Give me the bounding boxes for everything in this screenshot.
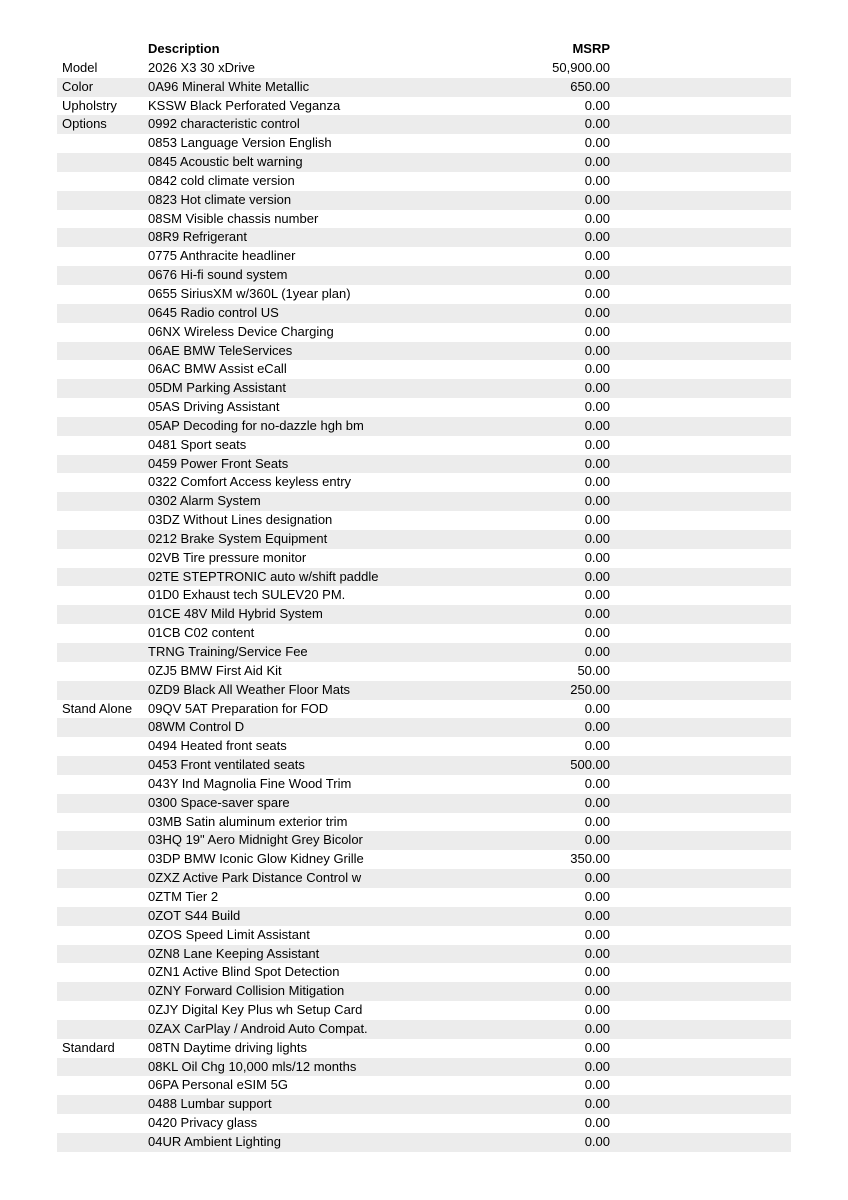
table-row — [57, 285, 791, 304]
description-cell: 08R9 Refrigerant — [148, 229, 247, 245]
msrp-cell: 0.00 — [584, 1115, 610, 1131]
msrp-cell: 0.00 — [584, 493, 610, 509]
msrp-cell: 0.00 — [584, 907, 610, 923]
description-cell: 03MB Satin aluminum exterior trim — [148, 813, 348, 829]
table-row — [57, 228, 791, 247]
msrp-cell: 250.00 — [570, 681, 610, 697]
table-row — [57, 831, 791, 850]
description-cell: 05DM Parking Assistant — [148, 380, 287, 396]
table-row — [57, 700, 791, 719]
table-row — [57, 379, 791, 398]
description-cell: 04UR Ambient Lighting — [148, 1133, 281, 1149]
table-body — [57, 59, 791, 1152]
description-cell: 0645 Radio control US — [148, 304, 279, 320]
description-header: Description — [148, 41, 220, 56]
table-row — [57, 210, 791, 229]
msrp-cell: 0.00 — [584, 1077, 610, 1093]
table-row — [57, 624, 791, 643]
table-row — [57, 850, 791, 869]
msrp-cell: 500.00 — [570, 757, 610, 773]
msrp-cell: 0.00 — [584, 813, 610, 829]
msrp-cell: 0.00 — [584, 210, 610, 226]
description-cell: 02TE STEPTRONIC auto w/shift paddle — [148, 568, 379, 584]
description-cell: 05AS Driving Assistant — [148, 399, 280, 415]
table-row — [57, 97, 791, 116]
msrp-cell: 0.00 — [584, 304, 610, 320]
description-cell: 0ZN1 Active Blind Spot Detection — [148, 964, 340, 980]
description-cell: 043Y Ind Magnolia Fine Wood Trim — [148, 775, 352, 791]
msrp-cell: 0.00 — [584, 417, 610, 433]
table-row — [57, 586, 791, 605]
table-row — [57, 78, 791, 97]
table-row — [57, 718, 791, 737]
table-row — [57, 549, 791, 568]
description-cell: 08KL Oil Chg 10,000 mls/12 months — [148, 1058, 357, 1074]
msrp-cell: 0.00 — [584, 248, 610, 264]
msrp-cell: 0.00 — [584, 888, 610, 904]
msrp-cell: 0.00 — [584, 267, 610, 283]
description-cell: 0459 Power Front Seats — [148, 455, 289, 471]
description-cell: 06NX Wireless Device Charging — [148, 323, 334, 339]
table-row — [57, 134, 791, 153]
msrp-cell: 0.00 — [584, 1020, 610, 1036]
description-cell: 08WM Control D — [148, 719, 245, 735]
msrp-cell: 0.00 — [584, 97, 610, 113]
msrp-cell: 0.00 — [584, 983, 610, 999]
description-cell: 0655 SiriusXM w/360L (1year plan) — [148, 285, 351, 301]
description-cell: 0420 Privacy glass — [148, 1115, 258, 1131]
table-header-row — [57, 40, 791, 59]
description-cell: 0A96 Mineral White Metallic — [148, 78, 310, 94]
msrp-cell: 0.00 — [584, 191, 610, 207]
table-row — [57, 643, 791, 662]
table-row — [57, 794, 791, 813]
msrp-cell: 0.00 — [584, 116, 610, 132]
table-row — [57, 1095, 791, 1114]
table-row — [57, 982, 791, 1001]
msrp-cell: 0.00 — [584, 832, 610, 848]
table-row — [57, 1133, 791, 1152]
msrp-cell: 0.00 — [584, 172, 610, 188]
msrp-cell: 350.00 — [570, 851, 610, 867]
table-row — [57, 605, 791, 624]
description-cell: 0488 Lumbar support — [148, 1096, 272, 1112]
vehicle-price-table — [57, 40, 791, 1152]
description-cell: 06AC BMW Assist eCall — [148, 361, 287, 377]
description-cell: 01CE 48V Mild Hybrid System — [148, 606, 323, 622]
table-row — [57, 323, 791, 342]
table-row — [57, 266, 791, 285]
msrp-cell: 0.00 — [584, 285, 610, 301]
table-row — [57, 398, 791, 417]
description-cell: 03HQ 19" Aero Midnight Grey Bicolor — [148, 832, 363, 848]
category-cell: Standard — [62, 1039, 115, 1055]
msrp-cell: 0.00 — [584, 1039, 610, 1055]
table-row — [57, 115, 791, 134]
category-cell: Stand Alone — [62, 700, 133, 716]
table-row — [57, 1114, 791, 1133]
description-cell: 0842 cold climate version — [148, 172, 295, 188]
description-cell: 03DZ Without Lines designation — [148, 512, 333, 528]
category-cell: Options — [62, 116, 107, 132]
table-row — [57, 492, 791, 511]
description-cell: 2026 X3 30 xDrive — [148, 59, 255, 75]
table-row — [57, 247, 791, 266]
description-cell: 0992 characteristic control — [148, 116, 300, 132]
table-row — [57, 1076, 791, 1095]
description-cell: 0322 Comfort Access keyless entry — [148, 474, 352, 490]
table-row — [57, 813, 791, 832]
msrp-cell: 0.00 — [584, 342, 610, 358]
description-cell: 09QV 5AT Preparation for FOD — [148, 700, 329, 716]
table-row — [57, 59, 791, 78]
description-cell: 03DP BMW Iconic Glow Kidney Grille — [148, 851, 364, 867]
msrp-cell: 0.00 — [584, 380, 610, 396]
description-cell: TRNG Training/Service Fee — [148, 644, 308, 659]
table-row — [57, 775, 791, 794]
table-row — [57, 1001, 791, 1020]
msrp-cell: 50,900.00 — [552, 59, 610, 75]
description-cell: 0ZN8 Lane Keeping Assistant — [148, 945, 320, 961]
description-cell: 0ZTM Tier 2 — [148, 888, 219, 904]
msrp-cell: 0.00 — [584, 700, 610, 716]
table-row — [57, 681, 791, 700]
msrp-cell: 0.00 — [584, 964, 610, 980]
msrp-cell: 0.00 — [584, 719, 610, 735]
msrp-cell: 0.00 — [584, 154, 610, 170]
description-cell: 01D0 Exhaust tech SULEV20 PM. — [148, 587, 346, 603]
table-row — [57, 737, 791, 756]
table-row — [57, 455, 791, 474]
description-cell: 0823 Hot climate version — [148, 191, 292, 207]
msrp-cell: 0.00 — [584, 926, 610, 942]
msrp-cell: 0.00 — [584, 512, 610, 528]
table-row — [57, 945, 791, 964]
description-cell: 0ZNY Forward Collision Mitigation — [148, 983, 345, 999]
description-cell: 0300 Space-saver spare — [148, 794, 290, 810]
msrp-cell: 0.00 — [584, 135, 610, 151]
description-cell: 0ZXZ Active Park Distance Control w — [148, 870, 362, 886]
msrp-cell: 0.00 — [584, 1058, 610, 1074]
description-cell: 0ZOT S44 Build — [148, 907, 241, 923]
description-cell: 01CB C02 content — [148, 625, 255, 641]
description-cell: 05AP Decoding for no-dazzle hgh bm — [148, 417, 364, 433]
msrp-cell: 0.00 — [584, 323, 610, 339]
table-row — [57, 530, 791, 549]
description-cell: 08TN Daytime driving lights — [148, 1039, 307, 1055]
msrp-cell: 0.00 — [584, 794, 610, 810]
table-row — [57, 907, 791, 926]
msrp-cell: 0.00 — [584, 436, 610, 452]
msrp-cell: 0.00 — [584, 644, 610, 659]
msrp-cell: 0.00 — [584, 870, 610, 886]
table-row — [57, 662, 791, 681]
msrp-cell: 0.00 — [584, 399, 610, 415]
description-cell: 0ZJ5 BMW First Aid Kit — [148, 662, 282, 678]
description-cell: 0302 Alarm System — [148, 493, 261, 509]
description-cell: 0845 Acoustic belt warning — [148, 154, 303, 170]
table-row — [57, 888, 791, 907]
msrp-cell: 0.00 — [584, 1133, 610, 1149]
msrp-cell: 0.00 — [584, 1096, 610, 1112]
description-cell: 0ZD9 Black All Weather Floor Mats — [148, 681, 351, 697]
description-cell: 0494 Heated front seats — [148, 738, 287, 754]
table-row — [57, 360, 791, 379]
description-cell: 0676 Hi-fi sound system — [148, 267, 288, 283]
table-row — [57, 1020, 791, 1039]
msrp-cell: 0.00 — [584, 568, 610, 584]
description-cell: KSSW Black Perforated Veganza — [148, 97, 341, 113]
description-cell: 0481 Sport seats — [148, 436, 247, 452]
category-cell: Color — [62, 78, 94, 94]
msrp-cell: 0.00 — [584, 587, 610, 603]
table-row — [57, 1039, 791, 1058]
msrp-cell: 0.00 — [584, 738, 610, 754]
msrp-cell: 0.00 — [584, 361, 610, 377]
description-cell: 0ZOS Speed Limit Assistant — [148, 926, 310, 942]
description-cell: 0212 Brake System Equipment — [148, 530, 328, 546]
table-row — [57, 153, 791, 172]
msrp-cell: 0.00 — [584, 1002, 610, 1018]
table-row — [57, 172, 791, 191]
msrp-cell: 0.00 — [584, 606, 610, 622]
description-cell: 0853 Language Version English — [148, 135, 332, 151]
table-row — [57, 436, 791, 455]
description-cell: 0775 Anthracite headliner — [148, 248, 296, 264]
msrp-cell: 0.00 — [584, 229, 610, 245]
msrp-cell: 0.00 — [584, 775, 610, 791]
description-cell: 0453 Front ventilated seats — [148, 757, 305, 773]
table-row — [57, 342, 791, 361]
msrp-cell: 650.00 — [570, 78, 610, 94]
description-cell: 0ZJY Digital Key Plus wh Setup Card — [148, 1002, 363, 1018]
category-cell: Upholstry — [62, 97, 117, 113]
table-row — [57, 417, 791, 436]
table-row — [57, 869, 791, 888]
table-row — [57, 568, 791, 587]
msrp-cell: 0.00 — [584, 455, 610, 471]
msrp-cell: 0.00 — [584, 549, 610, 565]
msrp-header: MSRP — [572, 41, 610, 56]
msrp-cell: 0.00 — [584, 625, 610, 641]
description-cell: 08SM Visible chassis number — [148, 210, 319, 226]
description-cell: 0ZAX CarPlay / Android Auto Compat. — [148, 1020, 368, 1036]
table-row — [57, 756, 791, 775]
msrp-cell: 50.00 — [577, 662, 610, 678]
description-cell: 06AE BMW TeleServices — [148, 342, 293, 358]
category-cell: Model — [62, 59, 98, 75]
table-row — [57, 511, 791, 530]
table-row — [57, 926, 791, 945]
description-cell: 02VB Tire pressure monitor — [148, 549, 307, 565]
msrp-cell: 0.00 — [584, 474, 610, 490]
table-row — [57, 963, 791, 982]
description-cell: 06PA Personal eSIM 5G — [148, 1077, 288, 1093]
table-row — [57, 304, 791, 323]
table-row — [57, 473, 791, 492]
msrp-cell: 0.00 — [584, 945, 610, 961]
msrp-cell: 0.00 — [584, 530, 610, 546]
table-row — [57, 1058, 791, 1077]
table-row — [57, 191, 791, 210]
